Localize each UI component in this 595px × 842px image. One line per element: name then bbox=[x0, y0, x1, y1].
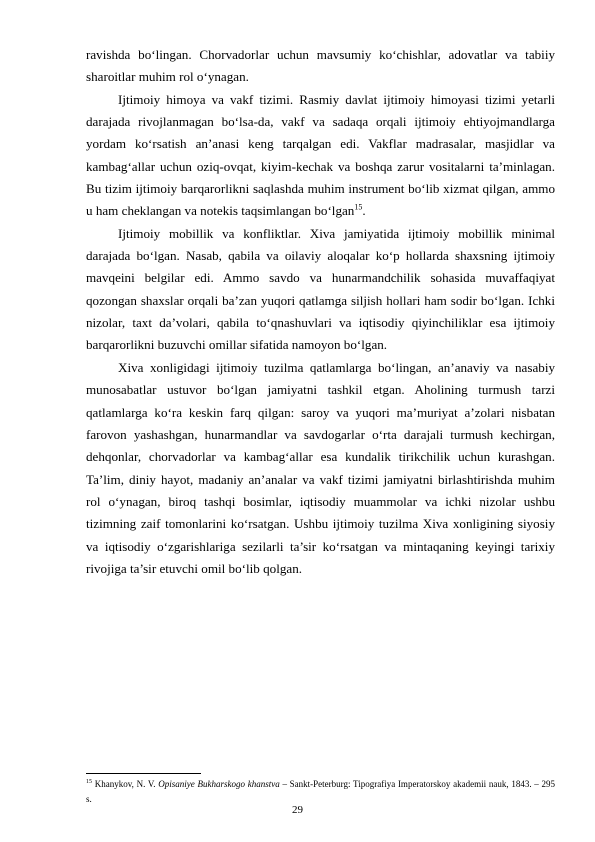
footnote bbox=[86, 777, 555, 807]
footnote-publication: – Sankt-Peterburg: Tipografiya Imperatorskoy akademii nauk, 1843. – 295 s. bbox=[86, 779, 556, 804]
page-number: 29 bbox=[292, 804, 303, 816]
paragraph-social-mobility: Ijtimoiy mobillik va konfliktlar. Xiva jamiyatida ijtimoiy mobillik minimal darajada bo‘lgan. Nasab, qabila va oilaviy aloqalar ko‘p hollarda shaxsning ijtimoiy mavqeini belgilar edi. Ammo savdo va hunarmandchilik sohasida muvaffaqiyat qozongan shaxslar orqali ba’zan yuqori qatlamga siljish hollari ham sodir bo‘lgan. Ichki nizolar, taxt da’volari, qabila to‘qnashuvlari va iqtisodiy qiyinchiliklar esa ijtimoiy barqarorlikni buzuvchi omillar sifatida namoyon bo‘lgan. bbox=[86, 225, 555, 353]
footnote-authors: Khanykov, N. V. bbox=[94, 779, 156, 789]
paragraph-end-punctuation: . bbox=[362, 203, 366, 219]
footnote-number: 15 bbox=[86, 779, 92, 785]
paragraph-text: Ijtimoiy himoya va vakf tizimi. Rasmiy davlat ijtimoiy himoyasi tizimi yetarli darajada rivojlanmagan bo‘lsa-da, vakf va sadaqa orqali ijtimoiy ehtiyojmandlarga yordam ko‘rsatish an’anasi keng tarqalgan edi. Vakflar madrasalar, masjidlar va kambag‘allar uchun oziq-ovqat, kiyim-kechak va boshqa zarur vositalarni ta’minlagan. Bu tizim ijtimoiy barqarorlikni saqlashda muhim instrument bo‘lib xizmat qilgan, ammo u ham cheklangan va notekis taqsimlangan bo‘lgan bbox=[86, 91, 555, 219]
page-body bbox=[86, 44, 555, 580]
paragraph-social-protection bbox=[86, 89, 555, 223]
paragraph-continuation: ravishda bo‘lingan. Chorvadorlar uchun mavsumiy ko‘chishlar, adovatlar va tabiiy sharoitlar muhim rol o‘ynagan. bbox=[86, 47, 555, 85]
footnote-separator bbox=[86, 773, 201, 774]
footnote-reference[interactable]: 15 bbox=[354, 203, 363, 213]
paragraph-conclusion: Xiva xonligidagi ijtimoiy tuzilma qatlamlarga bo‘lingan, an’anaviy va nasabiy munosabatlar ustuvor bo‘lgan jamiyatni tashkil etgan. Aholining turmush tarzi qatlamlarga ko‘ra keskin farq qilgan: saroy va yuqori ma’muriyat a’zolari nisbatan farovon yashashgan, hunarmandlar va savdogarlar o‘rta darajali turmush kechirgan, dehqonlar, chorvadorlar va kambag‘allar esa kundalik tirikchilik uchun kurashgan. Ta’lim, diniy hayot, madaniy an’analar va vakf tizimi jamiyatni birlashtirishda muhim rol o‘ynagan, biroq tashqi bosimlar, iqtisodiy muammolar va ichki nizolar ushbu tizimning zaif tomonlarini ko‘rsatgan. Ushbu ijtimoiy tuzilma Xiva xonligining siyosiy va iqtisodiy o‘zgarishlariga sezilarli ta’sir ko‘rsatgan va mintaqaning keyingi tarixiy rivojiga ta’sir etuvchi omil bo‘lib qolgan. bbox=[86, 359, 555, 576]
footnote-title: Opisaniye Bukharskogo khanstva bbox=[158, 779, 280, 789]
